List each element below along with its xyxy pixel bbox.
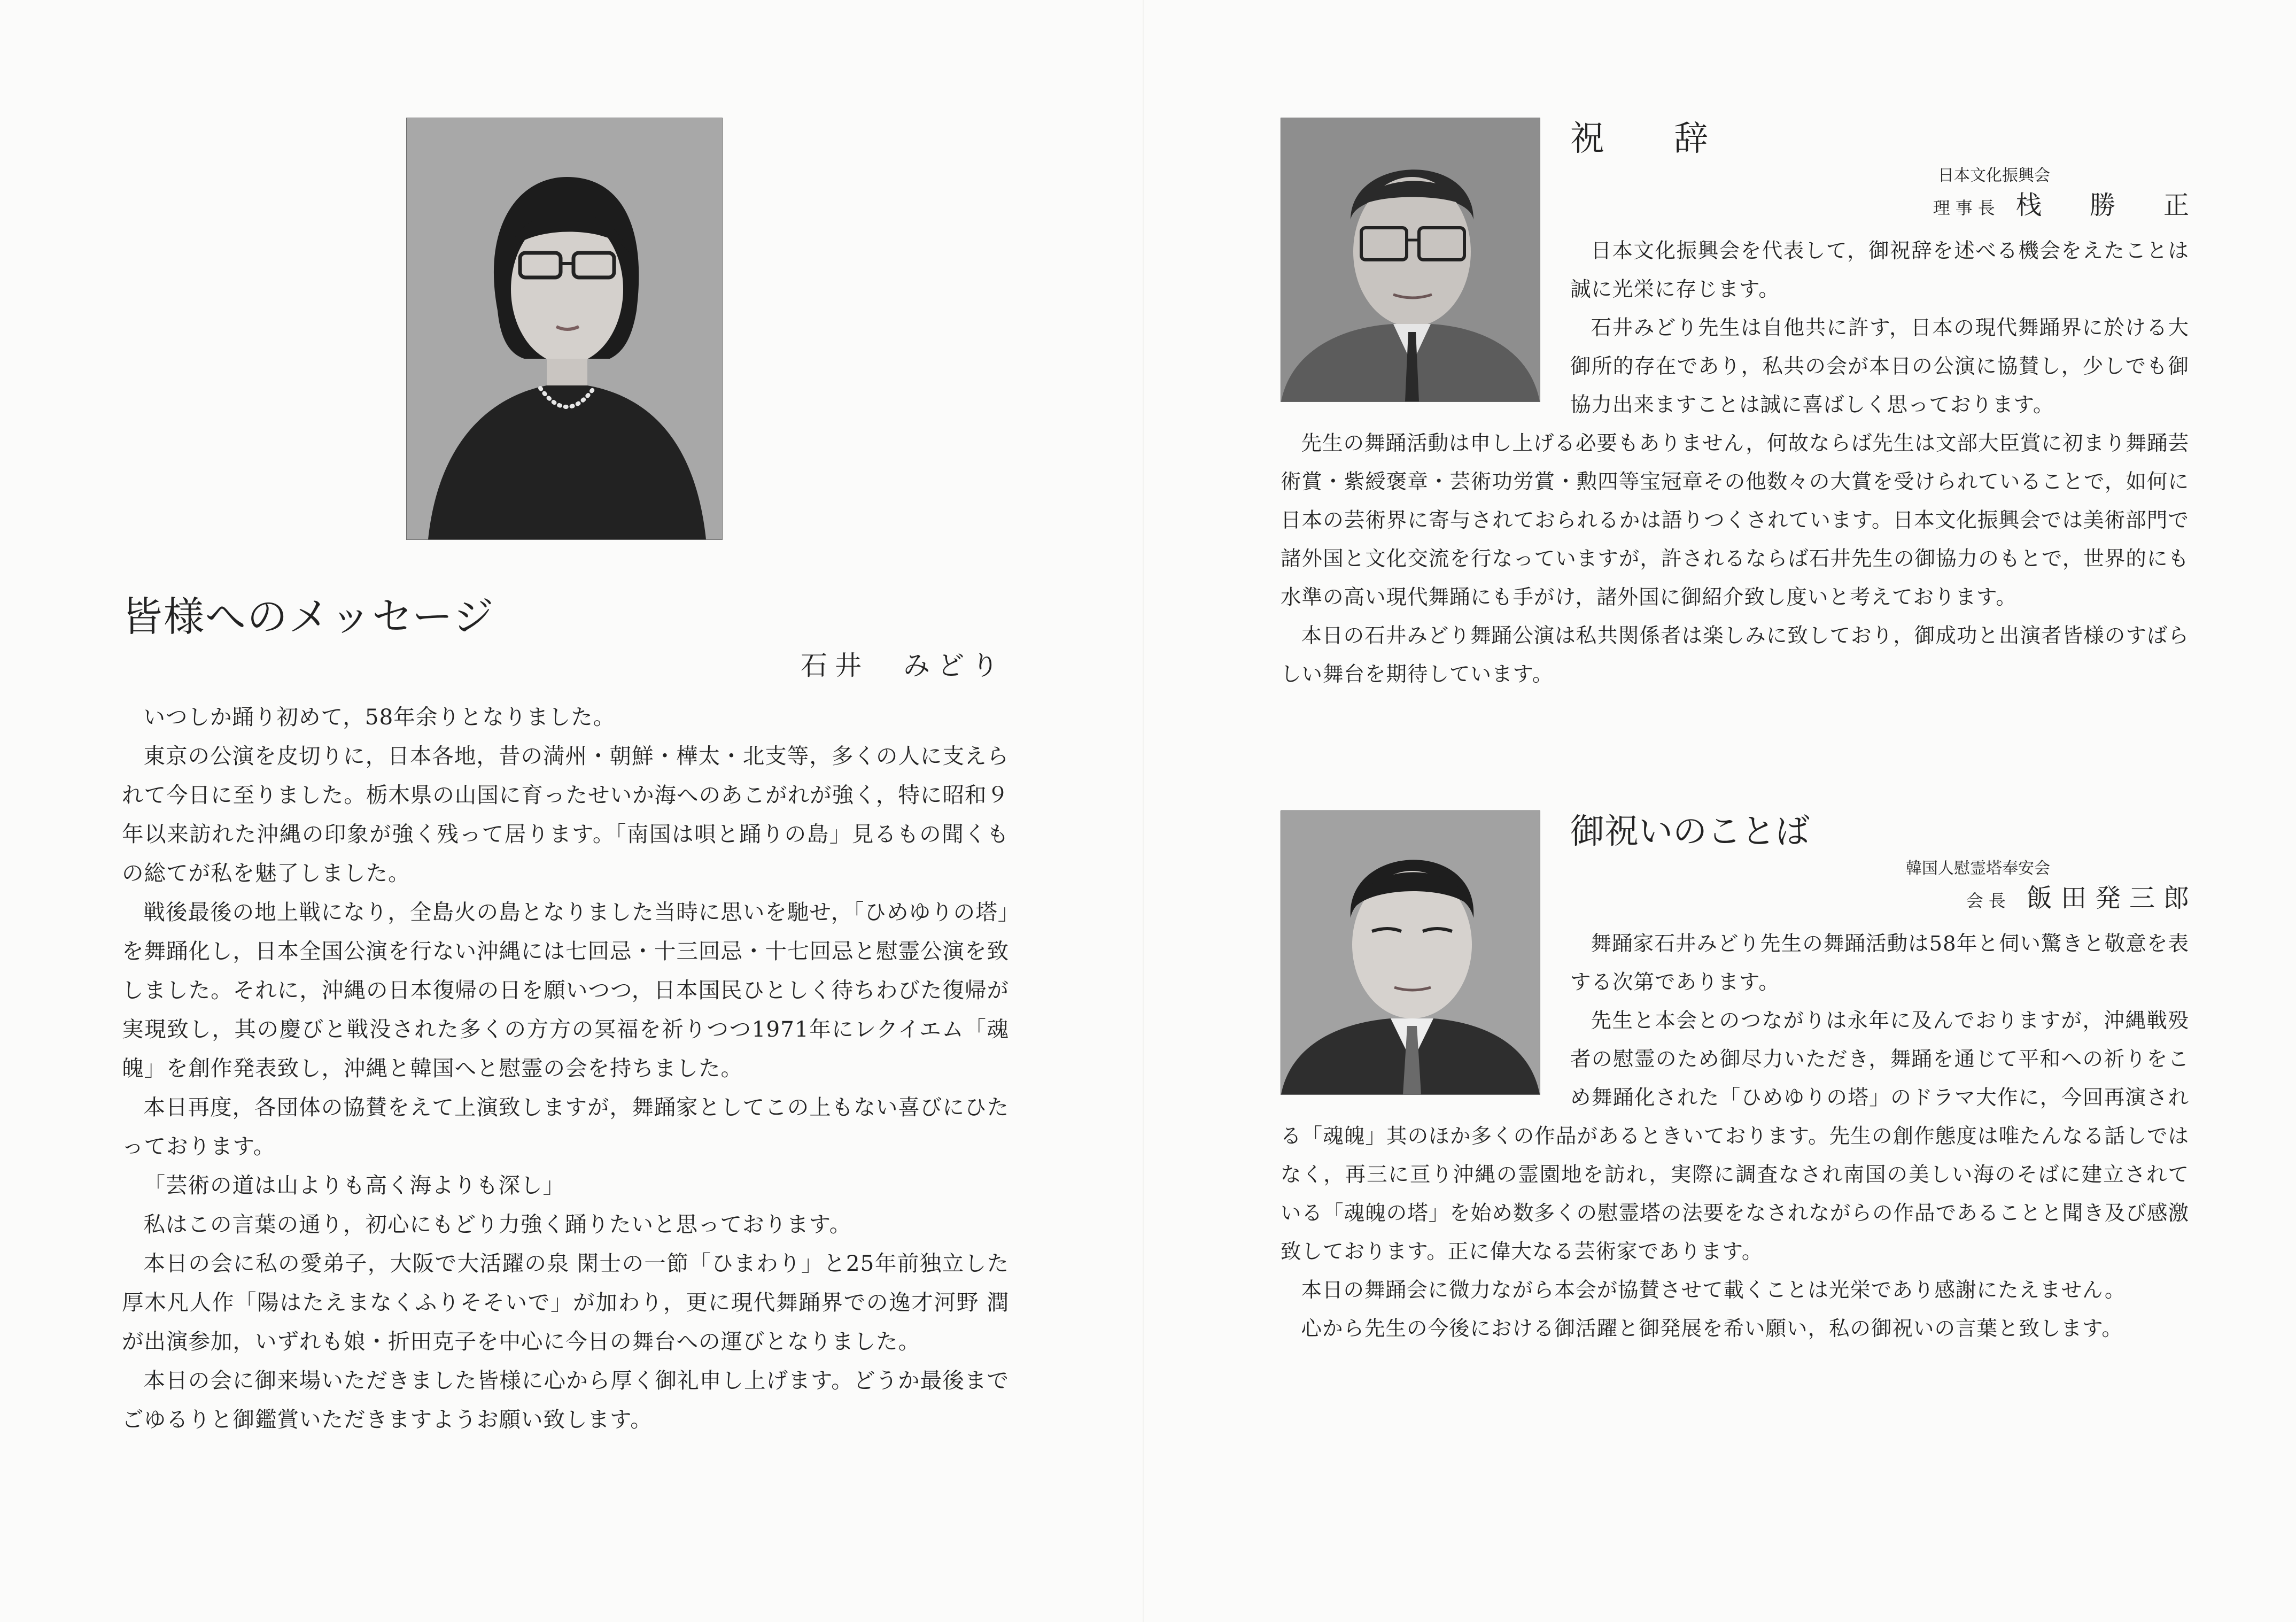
message-paragraph: いつしか踊り初めて，58年余りとなりました。 [143, 704, 616, 730]
portrait-photo-iida [1281, 810, 1540, 1095]
block2-name: 飯田発三郎 [2026, 883, 2198, 913]
message-paragraph: 本日の会に私の愛弟子，大阪で大活躍の泉 閑士の一節「ひまわり」と25年前独立した厚木凡人作「陽はたえまなくふりそそいで」が加わり，更に現代舞踊界での逸才河野 潤が出演参加，いずれも娘・折田克子を中心に今日の舞台への運びとなりました。 [122, 1250, 1009, 1355]
message-paragraph: 本日の会に御来場いただきました皆様に心から厚く御礼申し上げます。どうか最後までごゆるりと御鑑賞いただきますようお願い致します。 [122, 1368, 1009, 1433]
page-fold [1143, 0, 1144, 1622]
block1-role: 理事長 [1933, 197, 2000, 218]
message-body [122, 698, 1009, 1439]
congratulatory-address [1281, 118, 2237, 694]
block1-paragraph: 本日の石井みどり舞踊公演は私共関係者は楽しみに致しており，御成功と出演者皆様のすばらしい舞台を期待しています。 [1281, 623, 2189, 686]
message-paragraph: 本日再度，各団体の協賛をえて上演致しますが，舞踊家としてこの上もない喜びにひたっております。 [122, 1094, 1009, 1160]
block2-title: 御祝いのことば [1570, 812, 1810, 852]
block2-paragraph: 心から先生の今後における御活躍と御発展を希い願い，私の御祝いの言葉と致します。 [1301, 1316, 2123, 1341]
portrait-photo-ishii [406, 118, 723, 540]
left-page [122, 118, 1009, 1439]
block1-title: 祝辞 [1570, 119, 1778, 159]
right-page [1281, 118, 2237, 1348]
message-paragraph: 戦後最後の地上戦になり，全島火の島となりました当時に思いを馳せ，「ひめゆりの塔」を舞踊化し，日本全国公演を行ない沖縄には七回忌・十三回忌・十七回忌と慰霊公演を致しました。それに，沖縄の日本復帰の日を願いつつ，日本国民ひとしく待ちわびた復帰が実現致し，其の慶びと戦没された多くの方方の冥福を祈りつつ1971年にレクイエム「魂魄」を創作発表致し，沖縄と韓国へと慰霊の会を持ちました。 [122, 899, 1009, 1082]
message-title: 皆様へのメッセージ [122, 593, 495, 640]
block2-role: 会長 [1966, 890, 2011, 911]
block2-paragraph: 舞踊家石井みどり先生の舞踊活動は58年と伺い驚きと敬意を表する次第であります。 [1570, 931, 2189, 994]
message-author: 石井 みどり [801, 650, 1006, 682]
congratulatory-words [1281, 810, 2198, 1348]
portrait-drawing [1281, 811, 1540, 1094]
portrait-drawing [1281, 118, 1540, 401]
portrait-drawing [407, 118, 722, 539]
block2-organization: 韓国人慰霊塔奉安会 [1906, 859, 2050, 878]
block2-paragraph: 本日の舞踊会に微力ながら本会が協賛させて載くことは光栄であり感謝にたえません。 [1301, 1278, 2126, 1302]
block1-name: 栈勝正 [2015, 190, 2237, 220]
block1-paragraph: 先生の舞踊活動は申し上げる必要もありません，何故ならば先生は文部大臣賞に初まり舞踊芸術賞・紫綬褒章・芸術功労賞・勲四等宝冠章その他数々の大賞を受けられていることで，如何に日本の芸術界に寄与されておられるかは語りつくされています。日本文化振興会では美術部門で諸外国と文化交流を行なっていますが，許されるならば石井先生の御協力のもとで，世界的にも水準の高い現代舞踊にも手がけ，諸外国に御紹介致し度いと考えております。 [1281, 431, 2189, 609]
block1-paragraph: 日本文化振興会を代表して，御祝辞を述べる機会をえたことは誠に光栄に存じます。 [1570, 238, 2189, 302]
block1-organization: 日本文化振興会 [1938, 166, 2050, 185]
message-paragraph: 「芸術の道は山よりも高く海よりも深し」 [143, 1172, 565, 1199]
block1-paragraph: 石井みどり先生は自他共に許す，日本の現代舞踊界に於ける大御所的存在であり，私共の会が本日の公演に協賛し，少しでも御協力出来ますことは誠に喜ばしく思っております。 [1570, 315, 2189, 417]
message-paragraph: 私はこの言葉の通り，初心にもどり力強く踊りたいと思っております。 [143, 1211, 852, 1238]
block2-paragraph: 先生と本会とのつながりは永年に及んでおりますが，沖縄戦殁者の慰霊のため御尽力いただき，舞踊を通じて平和への祈りをこめ舞踊化された「ひめゆりの塔」のドラマ大作に，今回再演される「魂魄」其のほか多くの作品があるときいております。先生の創作態度は唯たんなる話しではなく，再三に亘り沖縄の霊園地を訪れ，実際に調査なされ南国の美しい海のそばに建立されている「魂魄の塔」を始め数多くの慰霊塔の法要をなされながらの作品であることと聞き及び感激致しております。正に偉大なる芸術家であります。 [1281, 1008, 2189, 1264]
portrait-photo-kakehashi [1281, 118, 1540, 402]
message-paragraph: 東京の公演を皮切りに，日本各地，昔の満州・朝鮮・樺太・北支等，多くの人に支えられて今日に至りました。栃木県の山国に育ったせいか海へのあこがれが強く，特に昭和９年以来訪れた沖縄の印象が強く残って居ります。「南国は唄と踊りの島」見るもの聞くもの総てが私を魅了しました。 [122, 743, 1009, 886]
